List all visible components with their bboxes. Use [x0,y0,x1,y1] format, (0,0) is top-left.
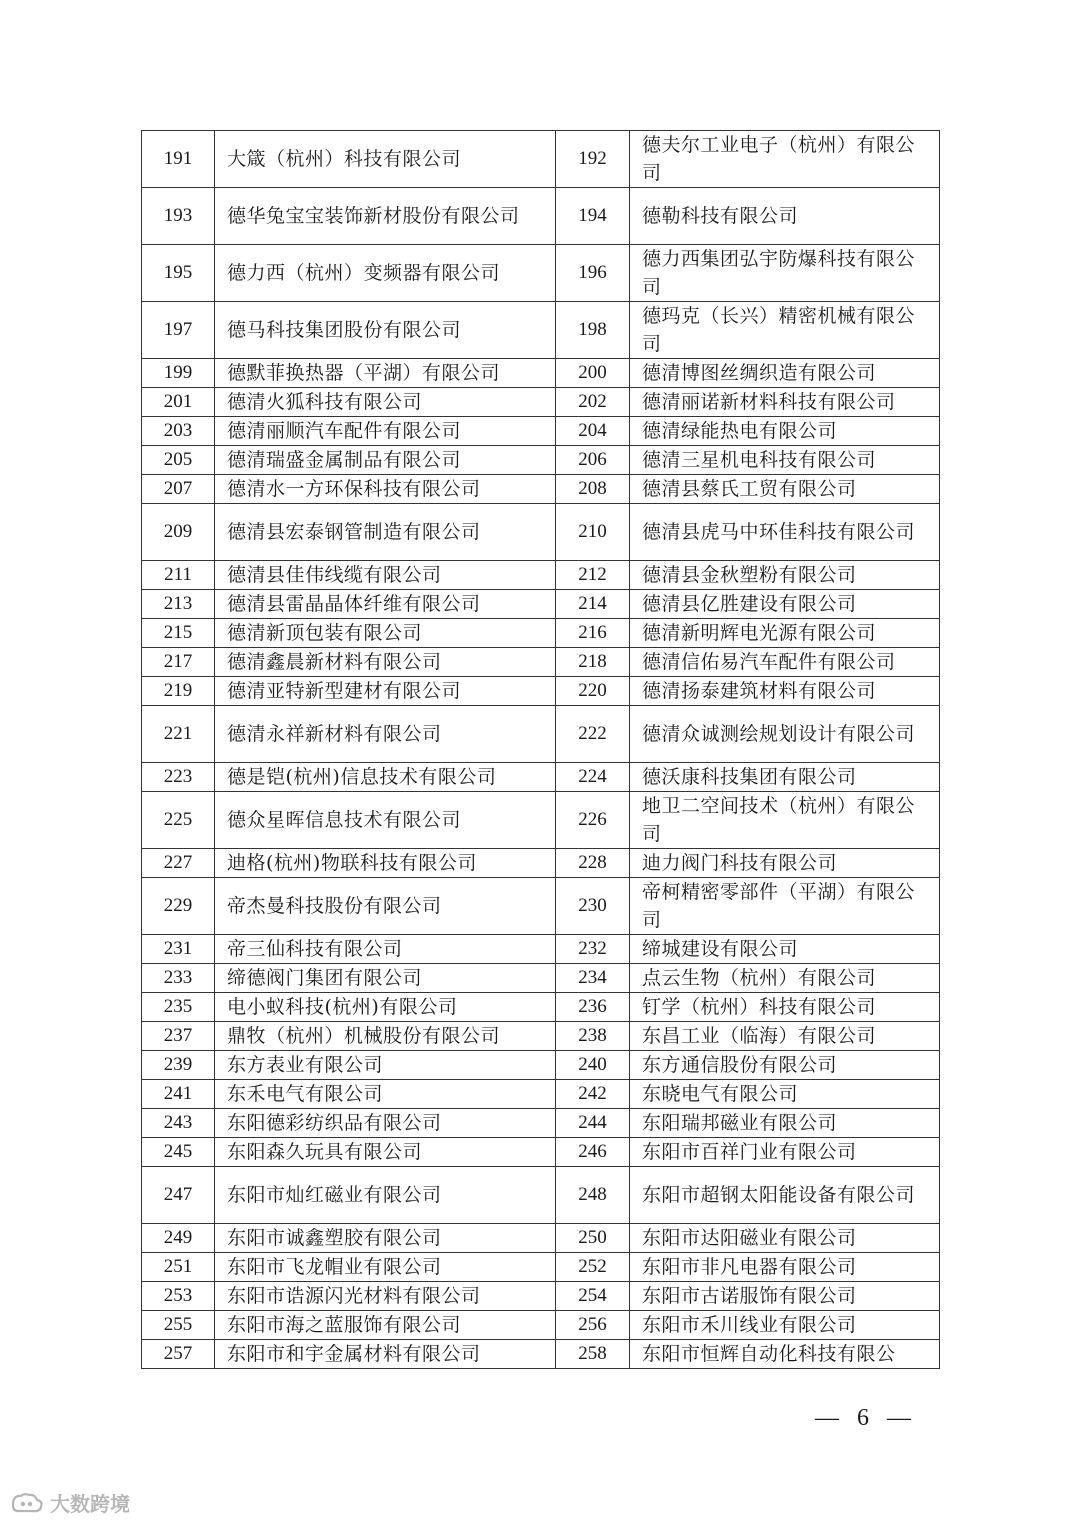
company-number: 195 [142,245,215,302]
company-name: 东阳市诰源闪光材料有限公司 [215,1282,556,1311]
company-name: 帝三仙科技有限公司 [215,935,556,964]
table-row [142,388,940,417]
table-row [142,1051,940,1080]
company-name: 德清县亿胜建设有限公司 [630,590,940,619]
company-number: 213 [142,590,215,619]
company-number: 191 [142,131,215,188]
company-name: 德清三星机电科技有限公司 [630,446,940,475]
company-name: 德清县宏泰钢管制造有限公司 [215,504,556,561]
company-list-body [142,131,940,1369]
company-number: 250 [556,1224,630,1253]
company-number: 241 [142,1080,215,1109]
table-row [142,648,940,677]
company-name: 德力西（杭州）变频器有限公司 [215,245,556,302]
company-number: 228 [556,849,630,878]
company-number: 204 [556,417,630,446]
company-name: 德众星晖信息技术有限公司 [215,792,556,849]
company-name: 德华兔宝宝装饰新材股份有限公司 [215,188,556,245]
table-row [142,1138,940,1167]
company-number: 207 [142,475,215,504]
company-name: 德清新顶包装有限公司 [215,619,556,648]
company-name: 缔城建设有限公司 [630,935,940,964]
company-name: 帝杰曼科技股份有限公司 [215,878,556,935]
company-number: 252 [556,1253,630,1282]
table-row [142,188,940,245]
company-number: 209 [142,504,215,561]
company-name: 钉学（杭州）科技有限公司 [630,993,940,1022]
table-row [142,1224,940,1253]
company-number: 255 [142,1311,215,1340]
company-number: 231 [142,935,215,964]
company-number: 230 [556,878,630,935]
company-number: 223 [142,763,215,792]
company-name: 迪格(杭州)物联科技有限公司 [215,849,556,878]
company-number: 226 [556,792,630,849]
company-name: 德是铠(杭州)信息技术有限公司 [215,763,556,792]
company-number: 236 [556,993,630,1022]
company-name: 鼎牧（杭州）机械股份有限公司 [215,1022,556,1051]
company-number: 256 [556,1311,630,1340]
company-number: 254 [556,1282,630,1311]
table-row [142,561,940,590]
company-name: 德马科技集团股份有限公司 [215,302,556,359]
company-number: 220 [556,677,630,706]
watermark-text: 大数跨境 [50,1492,130,1516]
table-row [142,1340,940,1369]
table-row [142,446,940,475]
company-number: 224 [556,763,630,792]
company-name: 东阳市恒辉自动化科技有限公 [630,1340,940,1369]
company-name: 德清县虎马中环佳科技有限公司 [630,504,940,561]
company-name: 东禾电气有限公司 [215,1080,556,1109]
company-number: 248 [556,1167,630,1224]
company-name: 德清亚特新型建材有限公司 [215,677,556,706]
company-number: 242 [556,1080,630,1109]
company-name: 东阳市非凡电器有限公司 [630,1253,940,1282]
logo-icon [10,1492,44,1514]
company-name: 东方表业有限公司 [215,1051,556,1080]
company-number: 218 [556,648,630,677]
company-name: 迪力阀门科技有限公司 [630,849,940,878]
company-name: 德清县金秋塑粉有限公司 [630,561,940,590]
table-row [142,1167,940,1224]
company-name: 点云生物（杭州）有限公司 [630,964,940,993]
company-number: 247 [142,1167,215,1224]
company-name: 大箴（杭州）科技有限公司 [215,131,556,188]
company-number: 219 [142,677,215,706]
table-row [142,417,940,446]
company-number: 234 [556,964,630,993]
company-number: 192 [556,131,630,188]
table-row [142,1311,940,1340]
table-row [142,1080,940,1109]
company-name: 东阳德彩纺织品有限公司 [215,1109,556,1138]
company-name: 东晓电气有限公司 [630,1080,940,1109]
company-number: 210 [556,504,630,561]
company-number: 232 [556,935,630,964]
company-number: 194 [556,188,630,245]
table-row [142,993,940,1022]
company-name: 德清水一方环保科技有限公司 [215,475,556,504]
company-name: 德清信佑易汽车配件有限公司 [630,648,940,677]
company-name: 缔德阀门集团有限公司 [215,964,556,993]
company-number: 215 [142,619,215,648]
table-row [142,677,940,706]
table-row [142,792,940,849]
company-number: 237 [142,1022,215,1051]
company-number: 258 [556,1340,630,1369]
company-name: 德清新明辉电光源有限公司 [630,619,940,648]
table-row [142,935,940,964]
company-number: 222 [556,706,630,763]
company-name: 德清县雷晶晶体纤维有限公司 [215,590,556,619]
company-number: 196 [556,245,630,302]
company-number: 205 [142,446,215,475]
table-row [142,245,940,302]
company-name: 德清绿能热电有限公司 [630,417,940,446]
company-number: 221 [142,706,215,763]
company-number: 245 [142,1138,215,1167]
table-row [142,706,940,763]
company-name: 德玛克（长兴）精密机械有限公司 [630,302,940,359]
company-name: 东阳市禾川线业有限公司 [630,1311,940,1340]
company-number: 212 [556,561,630,590]
company-name: 东阳市飞龙帽业有限公司 [215,1253,556,1282]
company-number: 246 [556,1138,630,1167]
company-name: 地卫二空间技术（杭州）有限公司 [630,792,940,849]
company-name: 德清丽顺汽车配件有限公司 [215,417,556,446]
company-name: 德清瑞盛金属制品有限公司 [215,446,556,475]
company-number: 238 [556,1022,630,1051]
table-row [142,1109,940,1138]
company-name: 德沃康科技集团有限公司 [630,763,940,792]
company-number: 214 [556,590,630,619]
table-row [142,964,940,993]
company-name: 德清县蔡氏工贸有限公司 [630,475,940,504]
table-row [142,1022,940,1051]
table-row [142,878,940,935]
page-number: — 6 — [815,1405,917,1431]
table-row [142,131,940,188]
company-number: 208 [556,475,630,504]
company-number: 243 [142,1109,215,1138]
table-row [142,763,940,792]
company-number: 201 [142,388,215,417]
company-name: 德清众诚测绘规划设计有限公司 [630,706,940,763]
table-row [142,849,940,878]
company-number: 206 [556,446,630,475]
company-name: 电小蚁科技(杭州)有限公司 [215,993,556,1022]
company-name: 德夫尔工业电子（杭州）有限公司 [630,131,940,188]
company-name: 德力西集团弘宇防爆科技有限公司 [630,245,940,302]
company-number: 200 [556,359,630,388]
company-number: 198 [556,302,630,359]
company-name: 东阳市超钢太阳能设备有限公司 [630,1167,940,1224]
company-name: 东方通信股份有限公司 [630,1051,940,1080]
company-name: 东阳市百祥门业有限公司 [630,1138,940,1167]
company-name: 东阳市海之蓝服饰有限公司 [215,1311,556,1340]
company-number: 211 [142,561,215,590]
company-number: 249 [142,1224,215,1253]
company-number: 253 [142,1282,215,1311]
company-number: 257 [142,1340,215,1369]
company-number: 217 [142,648,215,677]
company-name: 东阳市达阳磁业有限公司 [630,1224,940,1253]
company-number: 240 [556,1051,630,1080]
company-name: 东阳市灿红磁业有限公司 [215,1167,556,1224]
table-row [142,359,940,388]
company-name: 东阳森久玩具有限公司 [215,1138,556,1167]
table-row [142,590,940,619]
company-number: 239 [142,1051,215,1080]
company-name: 东昌工业（临海）有限公司 [630,1022,940,1051]
table-row [142,1282,940,1311]
table-row [142,302,940,359]
company-number: 216 [556,619,630,648]
company-name: 德默菲换热器（平湖）有限公司 [215,359,556,388]
company-number: 197 [142,302,215,359]
company-name: 德清扬泰建筑材料有限公司 [630,677,940,706]
company-name: 帝柯精密零部件（平湖）有限公司 [630,878,940,935]
company-number: 193 [142,188,215,245]
company-number: 203 [142,417,215,446]
company-number: 229 [142,878,215,935]
company-number: 244 [556,1109,630,1138]
company-name: 德清丽诺新材料科技有限公司 [630,388,940,417]
company-number: 251 [142,1253,215,1282]
company-name: 德勒科技有限公司 [630,188,940,245]
company-name: 德清永祥新材料有限公司 [215,706,556,763]
company-name: 德清鑫晨新材料有限公司 [215,648,556,677]
company-list-table [141,130,940,1369]
company-number: 235 [142,993,215,1022]
company-number: 199 [142,359,215,388]
company-name: 东阳瑞邦磁业有限公司 [630,1109,940,1138]
company-number: 233 [142,964,215,993]
table-row [142,1253,940,1282]
company-number: 225 [142,792,215,849]
table-row [142,619,940,648]
watermark [10,1488,130,1517]
company-name: 东阳市古诺服饰有限公司 [630,1282,940,1311]
company-name: 德清火狐科技有限公司 [215,388,556,417]
company-name: 东阳市诚鑫塑胶有限公司 [215,1224,556,1253]
company-name: 德清博图丝绸织造有限公司 [630,359,940,388]
table-row [142,504,940,561]
company-number: 227 [142,849,215,878]
company-name: 德清县佳伟线缆有限公司 [215,561,556,590]
company-name: 东阳市和宇金属材料有限公司 [215,1340,556,1369]
table-row [142,475,940,504]
company-number: 202 [556,388,630,417]
